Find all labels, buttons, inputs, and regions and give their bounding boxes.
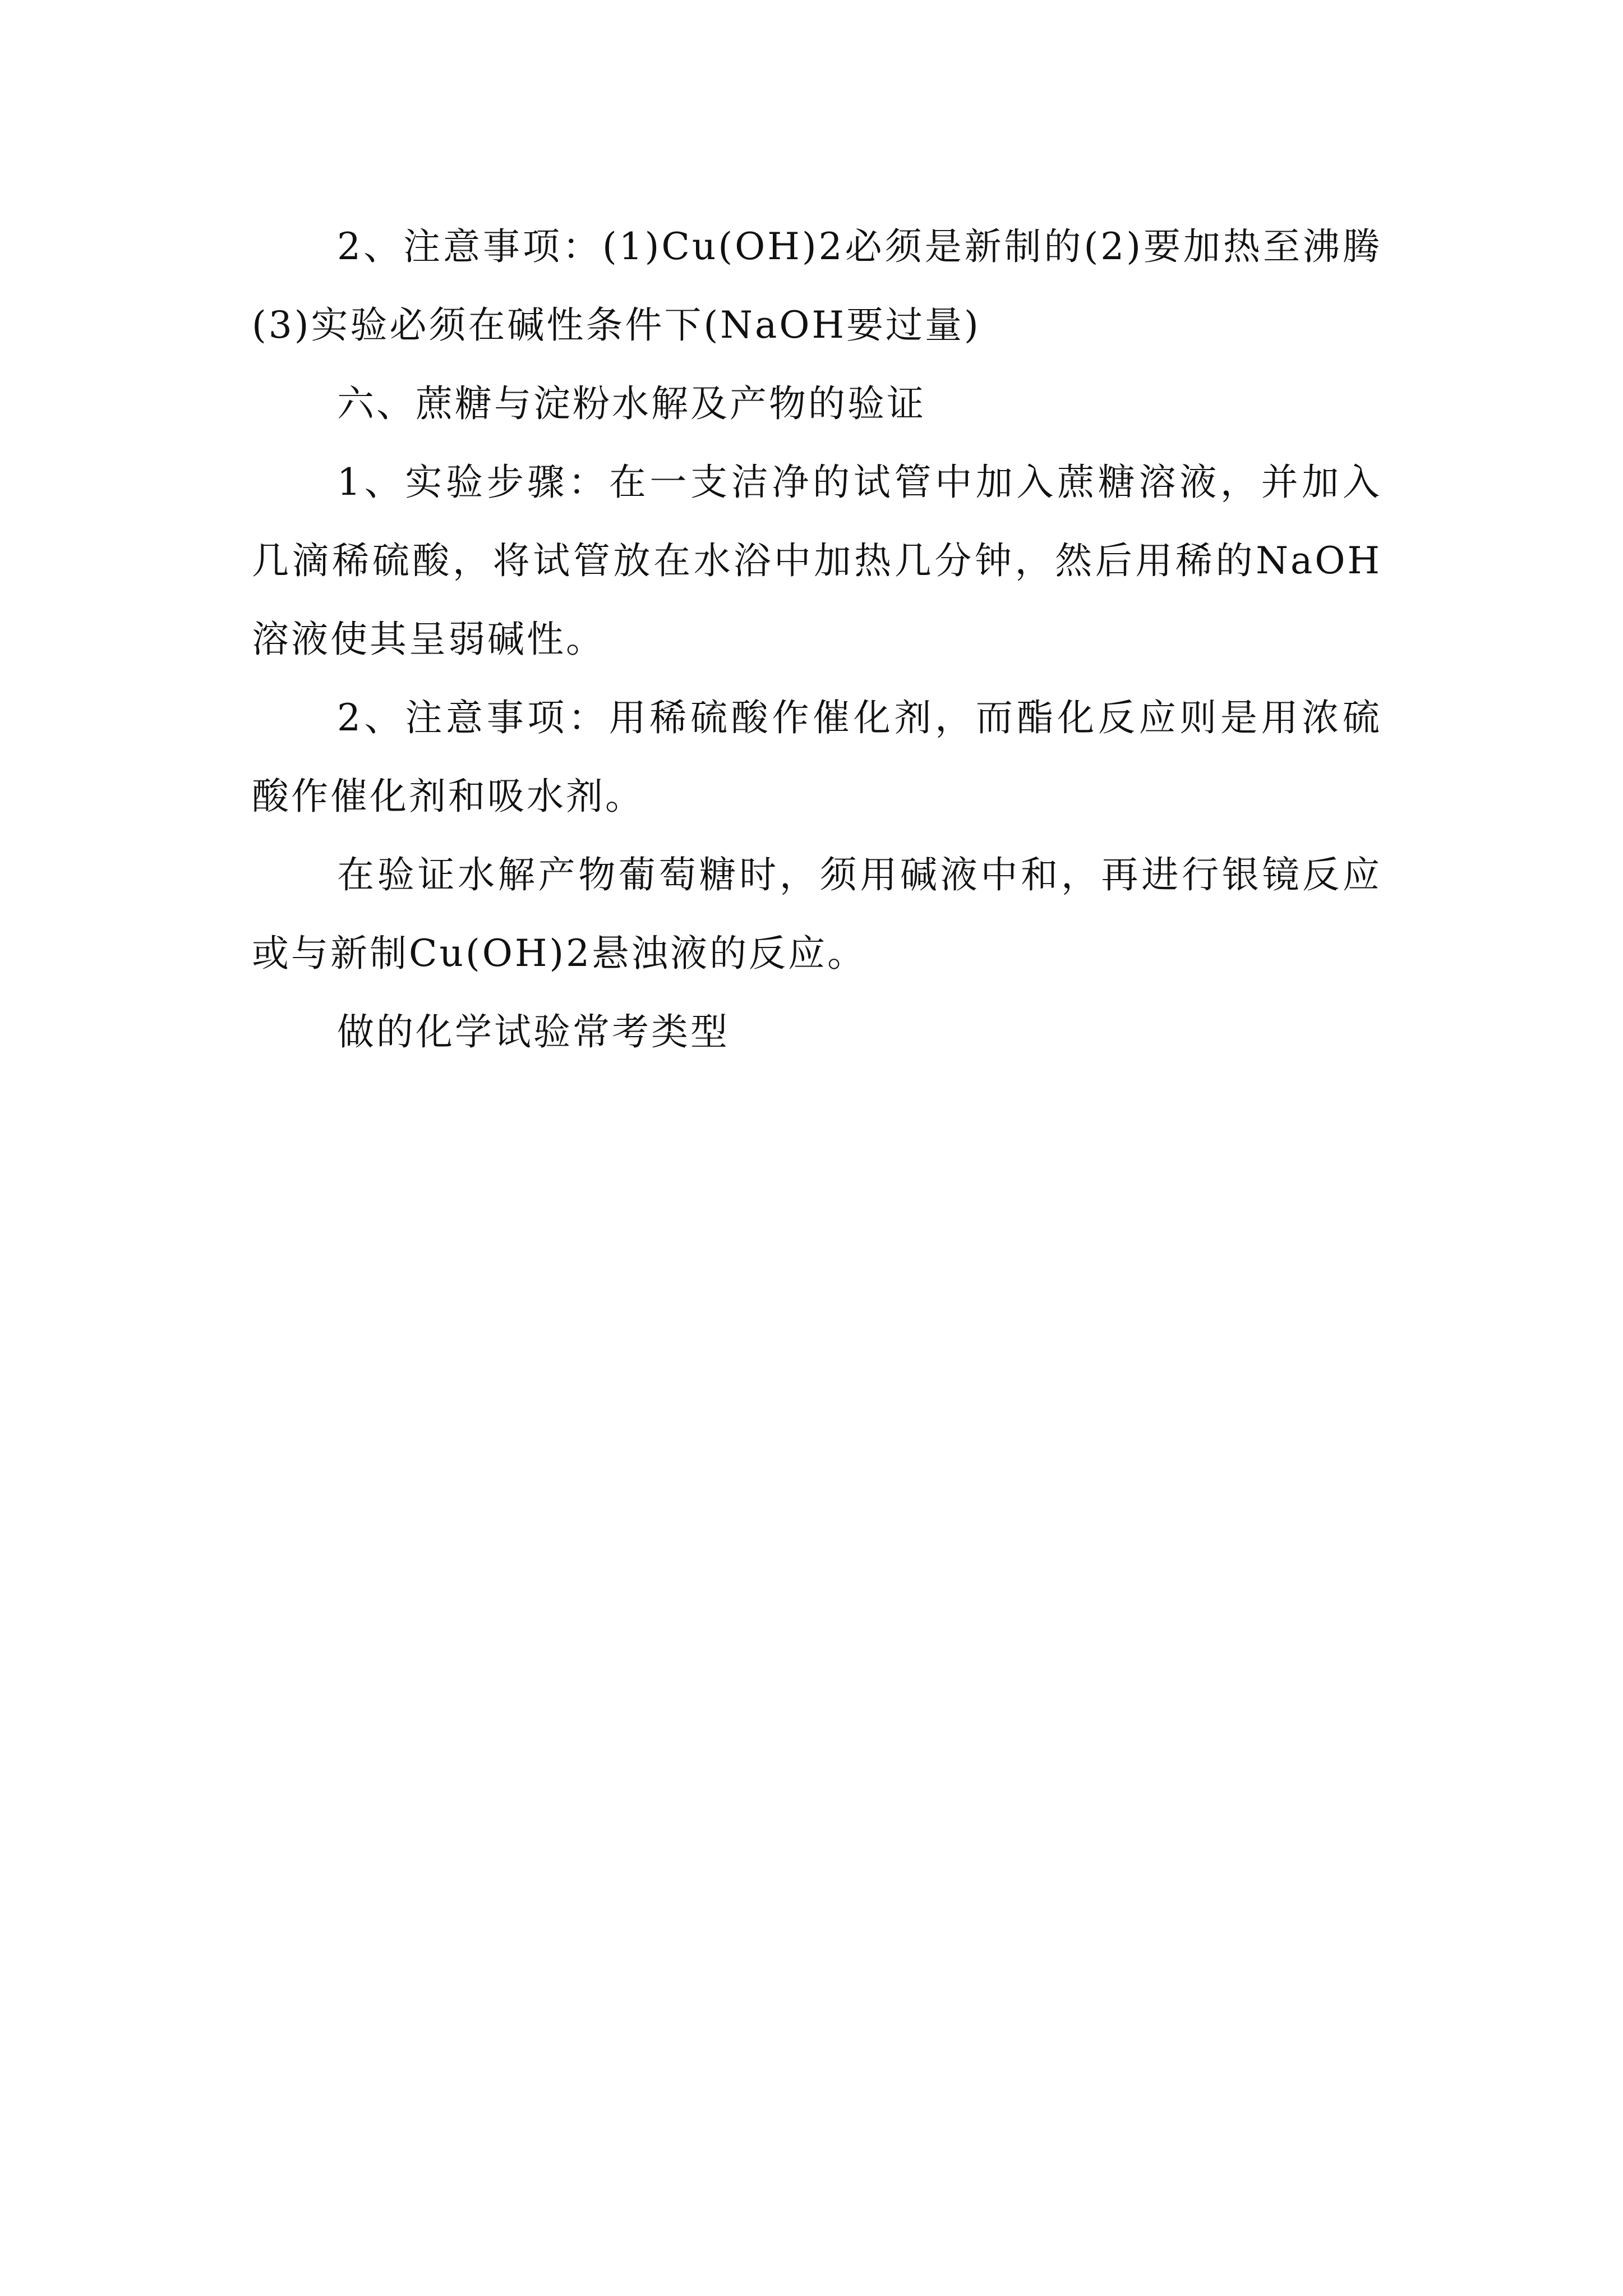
paragraph-verification: 在验证水解产物葡萄糖时，须用碱液中和，再进行银镜反应或与新制Cu(OH)2悬浊液的反应。 — [252, 853, 1382, 975]
paragraph-notes-1: 2、注意事项：(1)Cu(OH)2必须是新制的(2)要加热至沸腾(3)实验必须在碱性条件下(NaOH要过量) — [252, 225, 1382, 347]
paragraph-experiment-steps: 1、实验步骤：在一支洁净的试管中加入蔗糖溶液，并加入几滴稀硫酸，将试管放在水浴中加热几分钟，然后用稀的NaOH溶液使其呈弱碱性。 — [252, 461, 1382, 661]
section-heading-hydrolysis: 六、蔗糖与淀粉水解及产物的验证 — [337, 382, 926, 425]
paragraph-common-types: 做的化学试验常考类型 — [337, 1010, 730, 1053]
document-body — [252, 208, 1382, 1071]
paragraph-notes-2: 2、注意事项：用稀硫酸作催化剂，而酯化反应则是用浓硫酸作催化剂和吸水剂。 — [252, 696, 1382, 818]
